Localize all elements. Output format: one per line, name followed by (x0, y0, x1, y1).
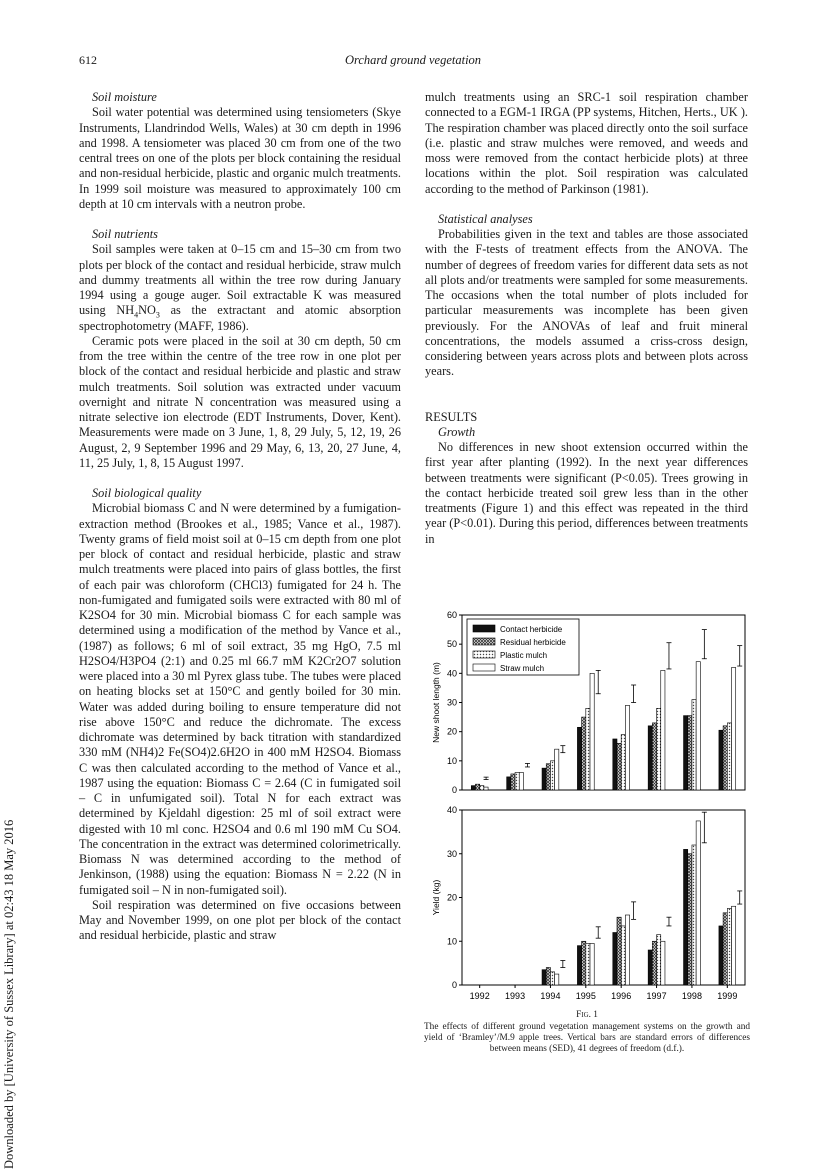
bar-straw-mulch (661, 670, 665, 790)
download-note (2, 169, 17, 1169)
bar-contact-herbicide (577, 727, 581, 790)
y-tick-label: 20 (446, 892, 457, 903)
bar-residual-herbicide (688, 854, 692, 985)
soil-nutrients-text-1a: Soil samples were taken at 0–15 cm and 15–30 cm from two plots per block of the contact and residual herbicide, straw mulch and dummy treatments all within the tree row during January 1994 using a gouge auger. Soil extractable K was measured using NH (79, 242, 401, 318)
figure-svg (425, 605, 755, 1005)
legend-swatch (473, 625, 495, 632)
x-tick-label: 1997 (646, 991, 667, 1001)
bar-plastic-mulch (586, 708, 590, 790)
y-tick-label: 60 (446, 610, 457, 620)
respiration-continued: mulch treatments using an SRC-1 soil respiration chamber connected to a EGM-1 IRGA (PP systems, Hitchen, Herts., UK ). The respiration chamber was placed directly onto the soil surface (i.e. plastic and straw mulches were removed, and weeds and moss were removed from the contact herbicide plots) at three locations within the plot. Soil respiration was calculated according to the method of Parkinson (1981). (425, 90, 748, 196)
yield-chart (431, 805, 745, 1001)
bar-straw-mulch (519, 773, 523, 791)
bar-straw-mulch (625, 705, 629, 790)
bar-plastic-mulch (480, 786, 484, 790)
y-tick-label: 10 (446, 755, 457, 766)
bar-plastic-mulch (727, 908, 731, 985)
shoot-length-chart (431, 610, 745, 795)
bar-contact-herbicide (542, 768, 546, 790)
bar-contact-herbicide (577, 946, 581, 985)
soil-bio-text-2: Soil respiration was determined on five occasions between May and November 1999, on one plot per block of the contact and residual herbicide, plastic and straw (79, 897, 401, 943)
soil-moisture-heading: Soil moisture (92, 90, 157, 104)
y-tick-label: 10 (446, 936, 457, 947)
bar-plastic-mulch (621, 735, 625, 790)
right-column (425, 90, 748, 547)
page-number: 612 (79, 53, 97, 67)
bar-contact-herbicide (507, 777, 511, 790)
bar-residual-herbicide (582, 941, 586, 985)
bar-plastic-mulch (657, 935, 661, 985)
y-axis-label: New shoot length (m) (431, 662, 441, 743)
bar-plastic-mulch (727, 723, 731, 790)
subscript: 3 (155, 310, 160, 320)
bar-straw-mulch (696, 821, 700, 985)
y-tick-label: 30 (446, 848, 457, 859)
bar-straw-mulch (484, 787, 488, 790)
bar-plastic-mulch (657, 708, 661, 790)
bar-residual-herbicide (617, 743, 621, 790)
plot-frame (462, 810, 745, 985)
bar-plastic-mulch (550, 972, 554, 985)
bar-residual-herbicide (652, 723, 656, 790)
soil-bio-text-1: Microbial biomass C and N were determined by a fumigation-extraction method (Brookes et al., 1985; Vance et al., 1987). Twenty grams of field moist soil at 0–15 cm depth from one plot per block of contact and residual herbicide, plastic and straw mulch treatments were placed into pairs of glass bottles, the first of each pair was chloroform (CHCl3) fumigated for 24 h. The non-fumigated and fumigated soils were extracted with 80 ml of K2SO4 for 30 min. Microbial biomass C for each sample was determined using a modification of the method by Vance et al., (1987) as follows; 6 ml of soil extract, 35 mg HgO, 7.5 ml H2SO4/H3PO4 (2:1) and 0.25 ml 66.7 mM K2Cr2O7 solution were placed into a 30 ml Pyrex glass tube. The tubes were placed on heating blocks set at 150°C and gently boiled for 30 min. Water was added during boiling to ensure temperature did not rise above 150°C and reduce the dichromate. The excess dichromate was determined by back titration with standardized 330 mM (NH4)2 Fe(SO4)2.6H2O in 400 mM H2SO4. Biomass C was then calculated according to the method of Vance et al., 1987 using the equation: Biomass C = 2.64 (C in fumigated soil – C in unfumigated soil). Total N for each extract was determined by Kjeldahl digestion: 25 ml of soil extract were digested with 10 ml conc. H2SO4 and 0.6 ml 190 mM Cu SO4. The concentration in the extract was determined colorimetrically. Biomass N was determined according to the method of Jenkinson, (1988) using the equation: Biomass N = 2.22 (N in fumigated soil – N in non-fumigated soil). (79, 501, 401, 897)
x-tick-label: 1999 (717, 991, 738, 1001)
bar-contact-herbicide (648, 726, 652, 790)
results-heading: RESULTS (425, 409, 478, 424)
bar-residual-herbicide (511, 774, 515, 790)
soil-nutrients-text-1c: as the extractant and atomic absorption spectrophotometry (MAFF, 1986). (79, 303, 401, 333)
soil-nutrients-text-2: Ceramic pots were placed in the soil at 30 cm depth, 50 cm from the tree within the centre of the tree row in one plot per block of the contact and residual herbicide and plastic and straw mulch treatments. Soil solution was extracted under vacuum overnight and nitrate N concentration was measured using a nitrate selective ion electrode (EDT Instruments, Dover, Kent). Measurements were made on 3 June, 1, 8, 29 July, 5, 12, 19, 26 August, 2, 9 September 1996 and 29 May, 6, 13, 20, 27 June, 4, 11, 25 July, 1, 8, 15 August 1997. (79, 333, 401, 470)
bar-straw-mulch (661, 941, 665, 985)
running-title: Orchard ground vegetation (344, 53, 482, 67)
soil-bio-heading: Soil biological quality (92, 486, 202, 500)
bar-straw-mulch (590, 943, 594, 985)
x-tick-label: 1993 (505, 991, 526, 1001)
figure-caption-text: The effects of different ground vegetation management systems on the growth and yield of ‘Bramley’/M.9 apple trees. Vertical bars are standard errors of differences between means (SED), 41 degrees of freedom (d.f.). (424, 1022, 750, 1054)
bar-straw-mulch (555, 749, 559, 790)
x-tick-label: 1998 (681, 991, 702, 1001)
y-tick-label: 20 (446, 726, 457, 737)
growth-heading: Growth (438, 424, 476, 439)
x-tick-label: 1996 (611, 991, 632, 1001)
legend-swatch (473, 651, 495, 658)
legend-label: Residual herbicide (500, 638, 566, 647)
legend-swatch (473, 638, 495, 645)
legend-label: Contact herbicide (500, 625, 563, 634)
bar-residual-herbicide (723, 913, 727, 985)
bar-plastic-mulch (515, 773, 519, 791)
figure-caption (424, 1010, 750, 1055)
bar-residual-herbicide (652, 941, 656, 985)
legend (467, 619, 579, 675)
left-column (79, 90, 401, 944)
figure-label: Fig. 1 (576, 1010, 598, 1020)
bar-plastic-mulch (692, 845, 696, 985)
y-tick-label: 0 (451, 980, 457, 990)
bar-straw-mulch (696, 662, 700, 790)
bar-straw-mulch (625, 915, 629, 985)
soil-moisture-text: Soil water potential was determined using tensiometers (Skye Instruments, Llandrindod Wells, Wales) at 30 cm depth in 1996 and 1998. A tensiometer was placed 30 cm from one of the two central trees on one of the plots per block containing the residual and non-residual herbicide, plastic and organic mulch treatments. In 1999 soil moisture was measured to approximately 100 cm depth at 10 cm intervals with a neutron probe. (79, 105, 401, 211)
bar-contact-herbicide (471, 786, 475, 790)
bar-contact-herbicide (684, 716, 688, 790)
bar-straw-mulch (732, 906, 736, 985)
bar-residual-herbicide (546, 968, 550, 986)
bar-contact-herbicide (613, 739, 617, 790)
y-axis-label: Yield (kg) (431, 879, 441, 916)
bar-contact-herbicide (719, 926, 723, 985)
legend-label: Straw mulch (500, 664, 545, 673)
bar-plastic-mulch (586, 943, 590, 985)
bar-contact-herbicide (542, 970, 546, 985)
bar-residual-herbicide (723, 726, 727, 790)
x-tick-label: 1995 (575, 991, 596, 1001)
x-tick-label: 1994 (540, 991, 561, 1001)
y-tick-label: 30 (446, 697, 457, 708)
y-tick-label: 0 (451, 785, 457, 795)
stats-text: Probabilities given in the text and tables are those associated with the F-tests of treatment effects from the ANOVA. The number of degrees of freedom varies for different data sets as not all plots and/or treatments were sampled for some measurements. The occasions when the total number of plots included for particular measurements was incomplete has been given previously. For the ANOVAs of leaf and fruit mineral concentrations, the models assumed a criss-cross design, considering between years across plots and between plots across years. (425, 227, 748, 379)
y-tick-label: 40 (446, 668, 457, 679)
y-tick-label: 40 (446, 805, 457, 815)
bar-contact-herbicide (684, 849, 688, 985)
download-note-text: Downloaded by [University of Sussex Library] at 02:43 18 May 2016 (2, 819, 16, 1169)
bar-residual-herbicide (546, 764, 550, 790)
figure-1 (425, 605, 755, 1005)
growth-text: No differences in new shoot extension occurred within the first year after planting (1992). In the next year differences between treatments were significant (P<0.05). Trees growing in the contact herbicide treated soil grew less than in the other treatments (Figure 1) and this effect was repeated in the third year (P<0.01). During this period, differences between treatments in (425, 440, 748, 546)
bar-straw-mulch (732, 668, 736, 791)
bar-straw-mulch (590, 673, 594, 790)
bar-plastic-mulch (692, 700, 696, 790)
soil-nutrients-text-1 (79, 242, 401, 334)
y-tick-label: 50 (446, 639, 457, 650)
bar-plastic-mulch (621, 926, 625, 985)
bar-residual-herbicide (617, 917, 621, 985)
bar-contact-herbicide (719, 730, 723, 790)
subscript: 4 (134, 310, 139, 320)
bar-plastic-mulch (550, 761, 554, 790)
legend-swatch (473, 664, 495, 671)
bar-residual-herbicide (582, 717, 586, 790)
soil-nutrients-text-1b: NO (138, 303, 156, 318)
stats-heading: Statistical analyses (438, 211, 533, 226)
legend-label: Plastic mulch (500, 651, 548, 660)
bar-residual-herbicide (475, 784, 479, 790)
x-tick-label: 1992 (469, 991, 490, 1001)
bar-contact-herbicide (613, 933, 617, 986)
soil-nutrients-heading: Soil nutrients (92, 227, 158, 241)
bar-residual-herbicide (688, 716, 692, 790)
bar-straw-mulch (555, 974, 559, 985)
bar-contact-herbicide (648, 950, 652, 985)
